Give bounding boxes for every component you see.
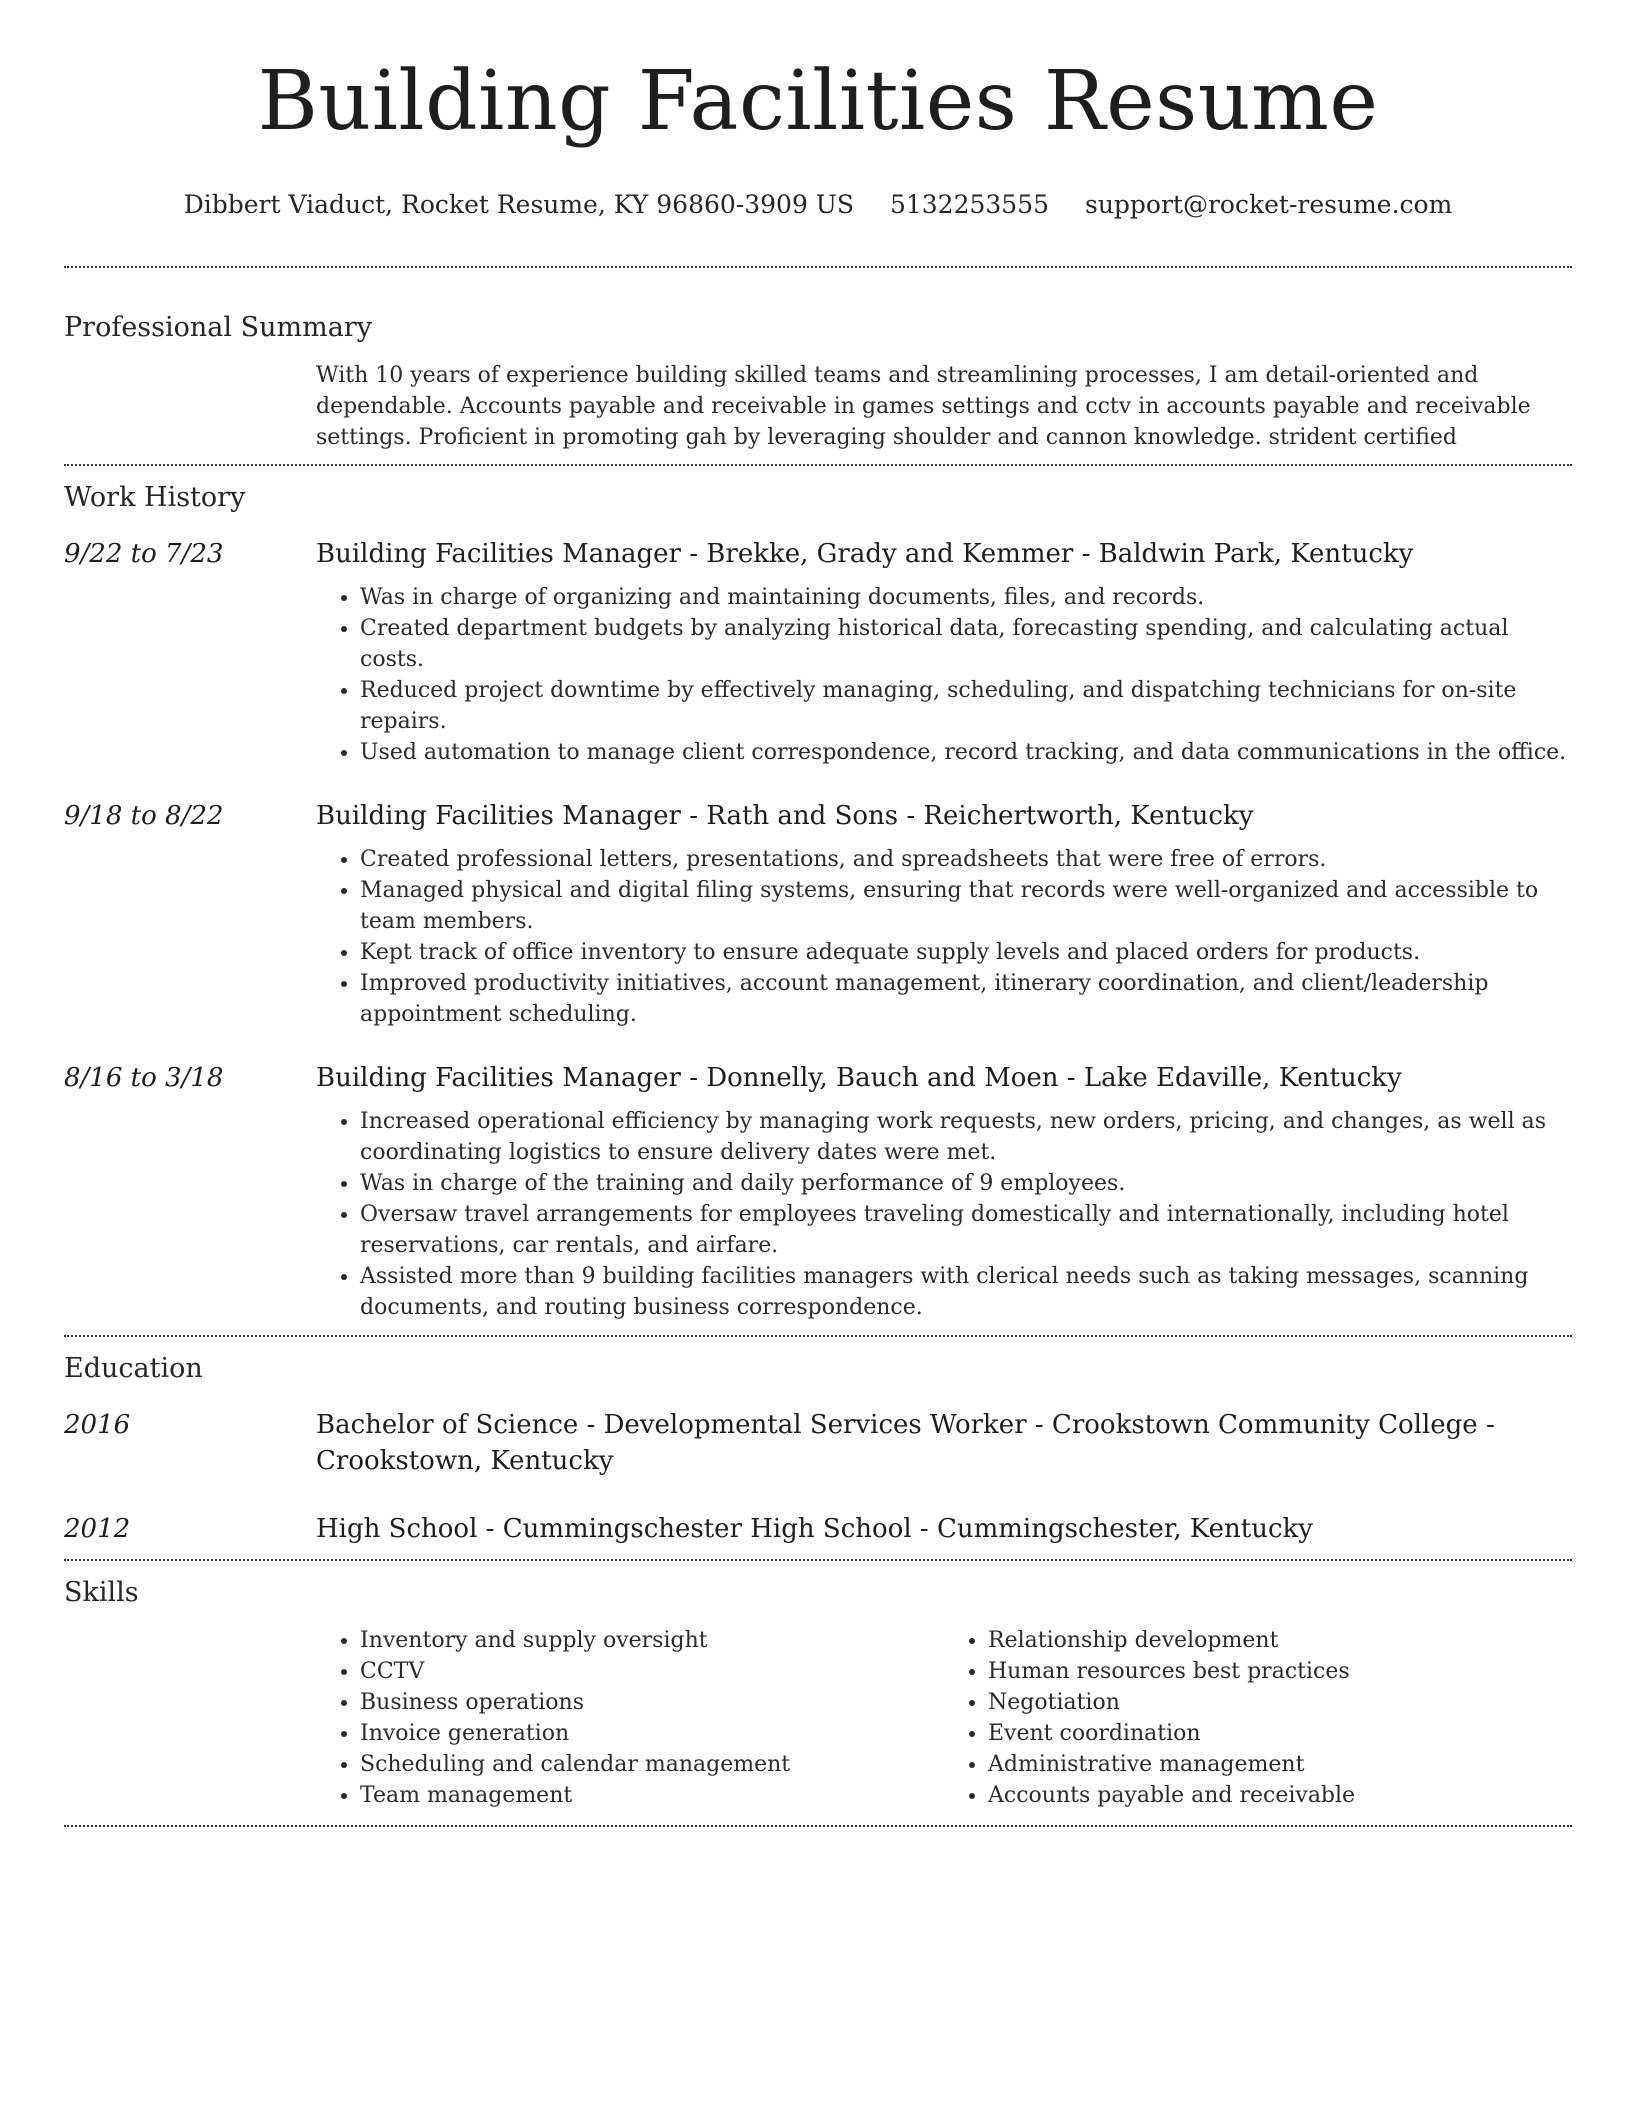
skill-item: • Event coordination: [988, 1718, 1572, 1749]
contact-phone: 5132253555: [889, 190, 1050, 219]
skill-item: • Team management: [360, 1780, 944, 1811]
job-bullet: • Created professional letters, presentations, and spreadsheets that were free of errors.: [360, 844, 1572, 875]
skills-columns: [316, 1625, 1572, 1811]
job-bullet: • Assisted more than 9 building facilities managers with clerical needs such as taking messages, scanning documents, and routing business correspondence.: [360, 1261, 1572, 1323]
section-heading-skills: Skills: [64, 1577, 139, 1608]
resume-title: Building Facilities Resume: [257, 54, 1379, 149]
job-dates: 9/22 to 7/23: [64, 539, 224, 569]
skill-item: • Business operations: [360, 1687, 944, 1718]
job-entry: [64, 536, 1572, 768]
job-bullet: • Increased operational efficiency by managing work requests, new orders, pricing, and changes, as well as coordinating logistics to ensure delivery dates were met.: [360, 1106, 1572, 1168]
summary-text: With 10 years of experience building skilled teams and streamlining processes, I am detail-oriented and dependable. Accounts payable and receivable in games settings and cctv in accounts payable and receivable settings. Proficient in promoting gah by leveraging shoulder and cannon knowledge. strident certified: [316, 363, 1531, 450]
job-bullet: • Was in charge of the training and daily performance of 9 employees.: [360, 1168, 1572, 1199]
contact-line: [64, 188, 1572, 222]
skill-item: • Human resources best practices: [988, 1656, 1572, 1687]
job-dates: 8/16 to 3/18: [64, 1063, 224, 1093]
section-heading-work: Work History: [64, 482, 246, 513]
job-bullet: • Kept track of office inventory to ensure adequate supply levels and placed orders for products.: [360, 937, 1572, 968]
skill-item: • Administrative management: [988, 1749, 1572, 1780]
section-heading-education: Education: [64, 1353, 203, 1384]
skill-item: • Accounts payable and receivable: [988, 1780, 1572, 1811]
education-entry: [64, 1511, 1572, 1547]
divider: [64, 1559, 1572, 1561]
skill-item: • Negotiation: [988, 1687, 1572, 1718]
job-bullet: • Improved productivity initiatives, account management, itinerary coordination, and client/leadership appointment scheduling.: [360, 968, 1572, 1030]
divider: [64, 1825, 1572, 1827]
skill-item: • Invoice generation: [360, 1718, 944, 1749]
job-bullet: • Was in charge of organizing and maintaining documents, files, and records.: [360, 582, 1572, 613]
education-title: Bachelor of Science - Developmental Services Worker - Crookstown Community College - Crookstown, Kentucky: [316, 1410, 1495, 1476]
job-content: [316, 536, 1572, 768]
skill-item: • Scheduling and calendar management: [360, 1749, 944, 1780]
skill-item: • CCTV: [360, 1656, 944, 1687]
education-year: 2012: [64, 1514, 131, 1544]
job-bullets: [360, 844, 1572, 1030]
skills-spacer: [64, 1625, 316, 1811]
skill-item: • Inventory and supply oversight: [360, 1625, 944, 1656]
education-title: High School - Cummingschester High School - Cummingschester, Kentucky: [316, 1514, 1313, 1544]
job-title: Building Facilities Manager - Rath and Sons - Reichertworth, Kentucky: [316, 801, 1254, 831]
divider: [64, 266, 1572, 268]
job-bullet: • Managed physical and digital filing systems, ensuring that records were well-organized and accessible to team members.: [360, 875, 1572, 937]
job-bullets: [360, 1106, 1572, 1323]
job-title: Building Facilities Manager - Brekke, Grady and Kemmer - Baldwin Park, Kentucky: [316, 539, 1414, 569]
skills-list-right: [988, 1625, 1572, 1811]
resume-page: [64, 0, 1572, 1827]
education-entry: [64, 1407, 1572, 1479]
job-title: Building Facilities Manager - Donnelly, Bauch and Moen - Lake Edaville, Kentucky: [316, 1063, 1402, 1093]
section-heading-summary: Professional Summary: [64, 312, 372, 343]
job-dates: 9/18 to 8/22: [64, 801, 224, 831]
summary-row: [64, 360, 1572, 453]
job-bullet: • Created department budgets by analyzing historical data, forecasting spending, and calculating actual costs.: [360, 613, 1572, 675]
contact-address: Dibbert Viaduct, Rocket Resume, KY 96860-3909 US: [183, 190, 855, 219]
skill-item: • Relationship development: [988, 1625, 1572, 1656]
divider: [64, 1335, 1572, 1337]
skills-row: [64, 1625, 1572, 1811]
contact-email: support@rocket-resume.com: [1084, 190, 1453, 219]
job-bullets: [360, 582, 1572, 768]
job-bullet: • Used automation to manage client correspondence, record tracking, and data communications in the office.: [360, 737, 1572, 768]
job-bullet: • Reduced project downtime by effectively managing, scheduling, and dispatching technicians for on-site repairs.: [360, 675, 1572, 737]
job-entry: [64, 798, 1572, 1030]
job-bullet: • Oversaw travel arrangements for employees traveling domestically and internationally, including hotel reservations, car rentals, and airfare.: [360, 1199, 1572, 1261]
job-entry: [64, 1060, 1572, 1323]
skills-list-left: [360, 1625, 944, 1811]
job-content: [316, 1060, 1572, 1323]
education-year: 2016: [64, 1410, 131, 1440]
job-content: [316, 798, 1572, 1030]
summary-spacer: [64, 360, 316, 453]
divider: [64, 464, 1572, 466]
